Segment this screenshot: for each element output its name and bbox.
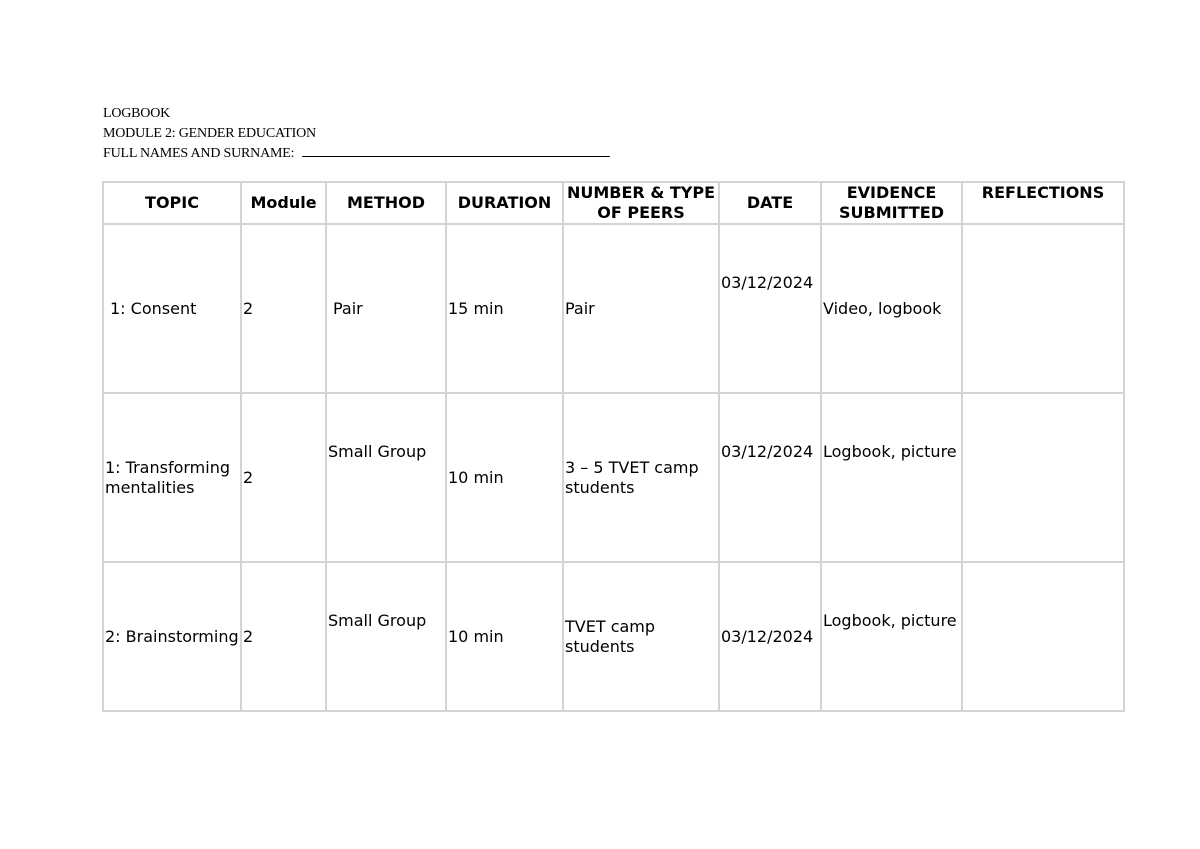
full-names-line xyxy=(103,144,610,164)
cell-date: 03/12/2024 xyxy=(719,224,821,393)
col-header-topic: TOPIC xyxy=(103,182,241,224)
full-names-blank[interactable] xyxy=(302,146,610,157)
cell-method: Small Group xyxy=(326,393,446,562)
col-header-peers: NUMBER & TYPE OF PEERS xyxy=(563,182,719,224)
cell-module: 2 xyxy=(241,393,326,562)
table-header-row xyxy=(103,182,1124,224)
cell-peers: 3 – 5 TVET camp students xyxy=(563,393,719,562)
logbook-table xyxy=(102,181,1125,712)
cell-evidence: Logbook, picture xyxy=(821,562,962,711)
cell-topic: 2: Brainstorming xyxy=(103,562,241,711)
col-header-method: METHOD xyxy=(326,182,446,224)
col-header-evidence: EVIDENCE SUBMITTED xyxy=(821,182,962,224)
module-title: MODULE 2: GENDER EDUCATION xyxy=(103,126,316,141)
table-row xyxy=(103,562,1124,711)
cell-date: 03/12/2024 xyxy=(719,393,821,562)
cell-reflections[interactable] xyxy=(962,224,1124,393)
cell-peers: Pair xyxy=(563,224,719,393)
cell-module: 2 xyxy=(241,562,326,711)
cell-method: Small Group xyxy=(326,562,446,711)
document-header xyxy=(103,104,610,164)
cell-reflections[interactable] xyxy=(962,393,1124,562)
cell-duration: 15 min xyxy=(446,224,563,393)
cell-topic: 1: Transforming mentalities xyxy=(103,393,241,562)
full-names-label: FULL NAMES AND SURNAME: xyxy=(103,146,295,161)
col-header-date: DATE xyxy=(719,182,821,224)
cell-peers: TVET camp students xyxy=(563,562,719,711)
cell-duration: 10 min xyxy=(446,393,563,562)
table-row xyxy=(103,393,1124,562)
cell-date: 03/12/2024 xyxy=(719,562,821,711)
col-header-module: Module xyxy=(241,182,326,224)
cell-evidence: Video, logbook xyxy=(821,224,962,393)
logbook-title: LOGBOOK xyxy=(103,106,171,121)
cell-evidence: Logbook, picture xyxy=(821,393,962,562)
cell-reflections[interactable] xyxy=(962,562,1124,711)
cell-topic: 1: Consent xyxy=(103,224,241,393)
cell-method: Pair xyxy=(326,224,446,393)
col-header-duration: DURATION xyxy=(446,182,563,224)
cell-duration: 10 min xyxy=(446,562,563,711)
cell-module: 2 xyxy=(241,224,326,393)
col-header-reflections: REFLECTIONS xyxy=(962,182,1124,224)
table-row xyxy=(103,224,1124,393)
